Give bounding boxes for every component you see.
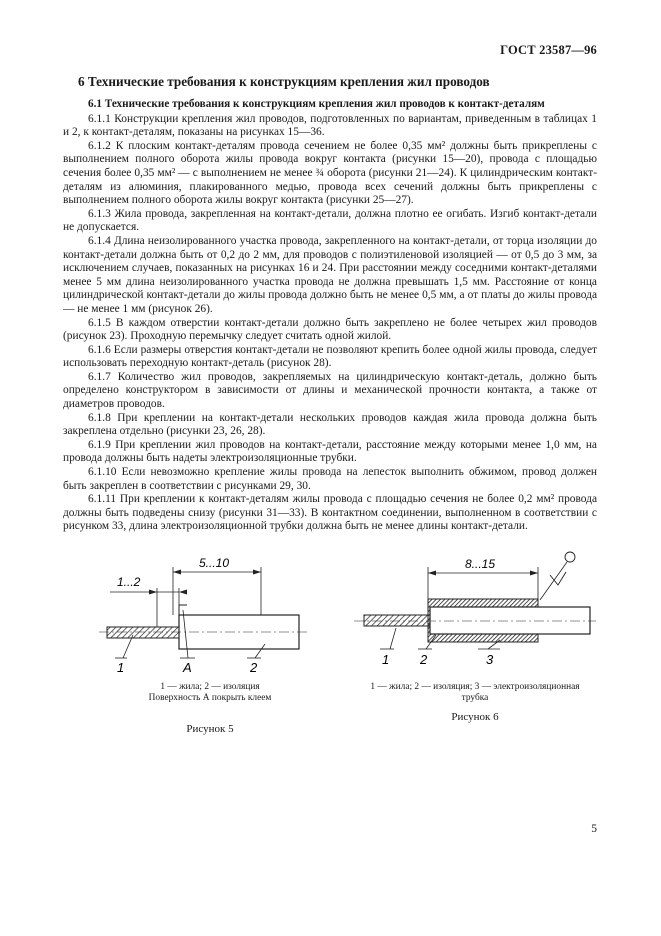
figure-5-drawing	[95, 540, 325, 680]
label-3: 3	[486, 652, 494, 667]
label-1: 1	[382, 652, 390, 667]
page-number: 5	[591, 823, 597, 835]
label-2: 2	[250, 660, 258, 675]
figure-6-drawing	[350, 545, 600, 680]
figure-5-legend-line-1: 1 — жила; 2 — изоляция	[160, 682, 260, 692]
paragraph-6-1-5: 6.1.5 В каждом отверстии контакт-детали должно быть закреплено не более четырех жил проводов (рисунок 23). Проходную перемычку следует считать одной жилой.	[63, 316, 597, 343]
figure-6-legend-line-1: 1 — жила; 2 — изоляция; 3 — электроизоляционная	[370, 682, 580, 692]
figure-5	[95, 540, 325, 735]
paragraph-6-1-7: 6.1.7 Количество жил проводов, закрепляемых на цилиндрическую контакт-деталь, должно быть определено конструктором в зависимости от длины и механической прочности контакта, а также от диаметров проводов.	[63, 370, 597, 411]
figure-6-caption: Рисунок 6	[451, 711, 499, 723]
figure-6-legend	[350, 682, 600, 704]
paragraph-6-1-9: 6.1.9 При креплении жил проводов на контакт-детали, расстояние между которыми менее 1,0 мм, на провода должны быть надеты электроизоляционные трубки.	[63, 438, 597, 465]
wire-insulation	[430, 607, 590, 634]
figure-6	[350, 545, 600, 723]
inspection-mark-circle	[565, 552, 575, 562]
figure-5-legend	[95, 682, 325, 704]
figure-5-legend-line-2: Поверхность А покрыть клеем	[148, 693, 272, 703]
wire-core	[364, 615, 434, 626]
paragraph-6-1-1: 6.1.1 Конструкции крепления жил проводов, подготовленных по вариантам, приведенным в таблицах 1 и 2, к контакт-деталям, показаны на рисунках 15—36.	[63, 112, 597, 139]
standard-header: ГОСТ 23587—96	[500, 43, 597, 57]
section-title: 6 Технические требования к конструкциям крепления жил проводов	[78, 74, 490, 89]
dimension-inner-label: 1...2	[117, 575, 141, 589]
document-body	[63, 98, 597, 534]
label-a: A	[183, 660, 192, 675]
label-1: 1	[117, 660, 125, 675]
paragraph-6-1-3: 6.1.3 Жила провода, закрепленная на контакт-детали, должна плотно ее огибать. Изгиб контакт-детали не допускается.	[63, 207, 597, 234]
paragraph-6-1-6: 6.1.6 Если размеры отверстия контакт-детали не позволяют крепить более одной жилы провода, следует использовать переходную контакт-деталь (рисунок 28).	[63, 343, 597, 370]
wire-core	[107, 627, 187, 638]
paragraph-6-1-2: 6.1.2 К плоским контакт-деталям провода сечением не более 0,35 мм² должны быть прикреплены с выполнением полного оборота жилы провода вокруг контакта (рисунки 15—20), провода с площадью сечения более 0,35 мм² — с выполнением не менее ¾ оборота (рисунки 21—24). К цилиндрическим контакт-деталям из алюминия, плакированного медью, провода всех сечений должны быть прикреплены с выполнением полного оборота жилы вокруг контакта (рисунки 25—27).	[63, 139, 597, 207]
paragraph-6-1-8: 6.1.8 При креплении на контакт-детали нескольких проводов каждая жила провода должна быть закреплена отдельно (рисунки 23, 26, 28).	[63, 411, 597, 438]
figure-5-caption: Рисунок 5	[186, 723, 234, 735]
subsection-title: 6.1 Технические требования к конструкциям крепления жил проводов к контакт-деталям	[88, 98, 545, 110]
figure-6-legend-line-2: трубка	[461, 693, 489, 703]
dimension-outer-label: 5...10	[199, 556, 230, 570]
paragraph-6-1-10: 6.1.10 Если невозможно крепление жилы провода на лепесток выполнить обжимом, провод должен быть закреплен в соответствии с рисунками 29, 30.	[63, 466, 597, 492]
label-2: 2	[420, 652, 428, 667]
paragraph-6-1-11: 6.1.11 При креплении к контакт-деталям жилы провода с площадью сечения не более 0,2 мм² провода должны быть подведены снизу (рисунки 31—33). В контактном соединении, выполненном в соответствии с рисунком 33, длина электроизоляционной трубки должна быть не менее длины контакт-детали.	[63, 493, 597, 533]
dimension-label: 8...15	[465, 557, 496, 571]
paragraph-6-1-4: 6.1.4 Длина неизолированного участка провода, закрепленного на контакт-детали, от торца изоляции до контакт-детали должна быть от 0,2 до 2 мм, для проводов с полиэтиленовой изоляцией — от 0,5 до 3 мм, за исключением случаев, показанных на рисунках 16 и 24. При расстоянии между соседними контакт-деталями менее 5 мм длина неизолированного участка провода не должна превышать 1,5 мм. Расстояние от конца цилиндрической контакт-детали до жилы провода должно быть не менее 0,5 мм, а от платы до жилы провода — не менее 1 мм (рисунок 26).	[63, 234, 597, 315]
